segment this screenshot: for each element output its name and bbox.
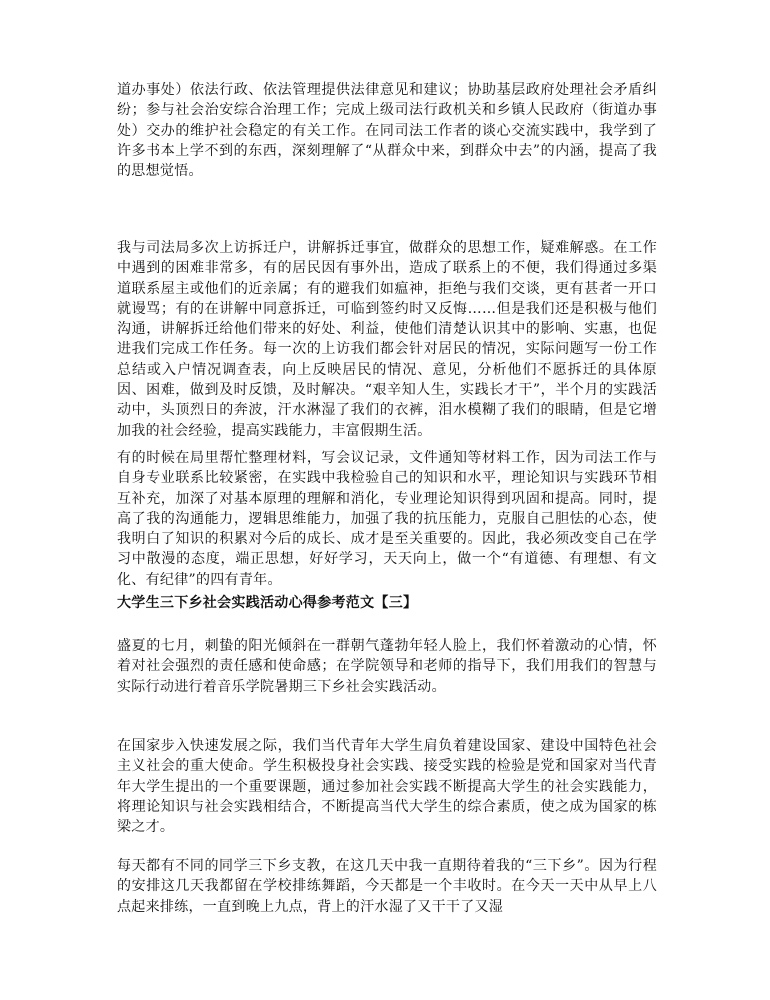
section-heading: 大学生三下乡社会实践活动心得参考范文【三】 <box>117 595 418 611</box>
paragraph-5: 在国家步入快速发展之际，我们当代青年大学生肩负着建设国家、建设中国特色社会主义社会的重大使命。学生积极投身社会实践、接受实践的检验是党和国家对当代青年大学生提出的一个重要课题，通过参加社会实践不断提高大学生的社会实践能力，将理论知识与社会实践相结合，不断提高当代大学生的综合素质，使之成为国家的栋梁之才。 <box>117 738 657 836</box>
paragraph-4: 盛夏的七月，刺蛰的阳光倾斜在一群朝气蓬勃年轻人脸上，我们怀着激动的心情，怀着对社会强烈的责任感和使命感；在学院领导和老师的指导下，我们用我们的智慧与实际行动进行着音乐学院暑期三下乡社会实践活动。 <box>117 638 657 695</box>
paragraph-1: 道办事处）依法行政、依法管理提供法律意见和建议；协助基层政府处理社会矛盾纠纷；参与社会治安综合治理工作；完成上级司法行政机关和乡镇人民政府（街道办事处）交办的维护社会稳定的有关工作。在同司法工作者的谈心交流实践中，我学到了许多书本上学不到的东西，深刻理解了“从群众中来，到群众中去”的内涵，提高了我的思想觉悟。 <box>117 82 657 180</box>
paragraph-3: 有的时候在局里帮忙整理材料，写会议记录，文件通知等材料工作，因为司法工作与自身专业联系比较紧密，在实践中我检验自己的知识和水平，理论知识与实践环节相互补充，加深了对基本原理的理解和消化，专业理论知识得到巩固和提高。同时，提高了我的沟通能力，逻辑思维能力，加强了我的抗压能力，克服自己胆怯的心态，使我明白了知识的积累对今后的成长、成才是至关重要的。因此，我必须改变自己在学习中散漫的态度，端正思想，好好学习，天天向上，做一个“有道德、有理想、有文化、有纪律”的四有青年。 <box>117 450 657 588</box>
paragraph-2: 我与司法局多次上访拆迁户，讲解拆迁事宜，做群众的思想工作，疑难解惑。在工作中遇到的困难非常多，有的居民因有事外出，造成了联系上的不便，我们得通过多渠道联系屋主或他们的近亲属；有的避我们如瘟神，拒绝与我们交谈，更有甚者一开口就谩骂；有的在讲解中同意拆迁，可临到签约时又反悔……但是我们还是积极与他们沟通，讲解拆迁给他们带来的好处、利益，使他们清楚认识其中的影响、实惠，也促进我们完成工作任务。每一次的上访我们都会针对居民的情况，实际问题写一份工作总结或入户情况调查表，向上反映居民的情况、意见，分析他们不愿拆迁的具体原因、困难，做到及时反馈，及时解决。“艰辛知人生，实践长才干”，半个月的实践活动中，头顶烈日的奔波，汗水淋湿了我们的衣裤，泪水模糊了我们的眼睛，但是它增加我的社会经验，提高实践能力，丰富假期生活。 <box>117 240 657 439</box>
paragraph-6: 每天都有不同的同学三下乡支教，在这几天中我一直期待着我的“三下乡”。因为行程的安排这几天我都留在学校排练舞蹈，今天都是一个丰收时。在今天一天中从早上八点起来排练，一直到晚上九点，背上的汗水湿了又干干了又湿 <box>117 858 657 915</box>
